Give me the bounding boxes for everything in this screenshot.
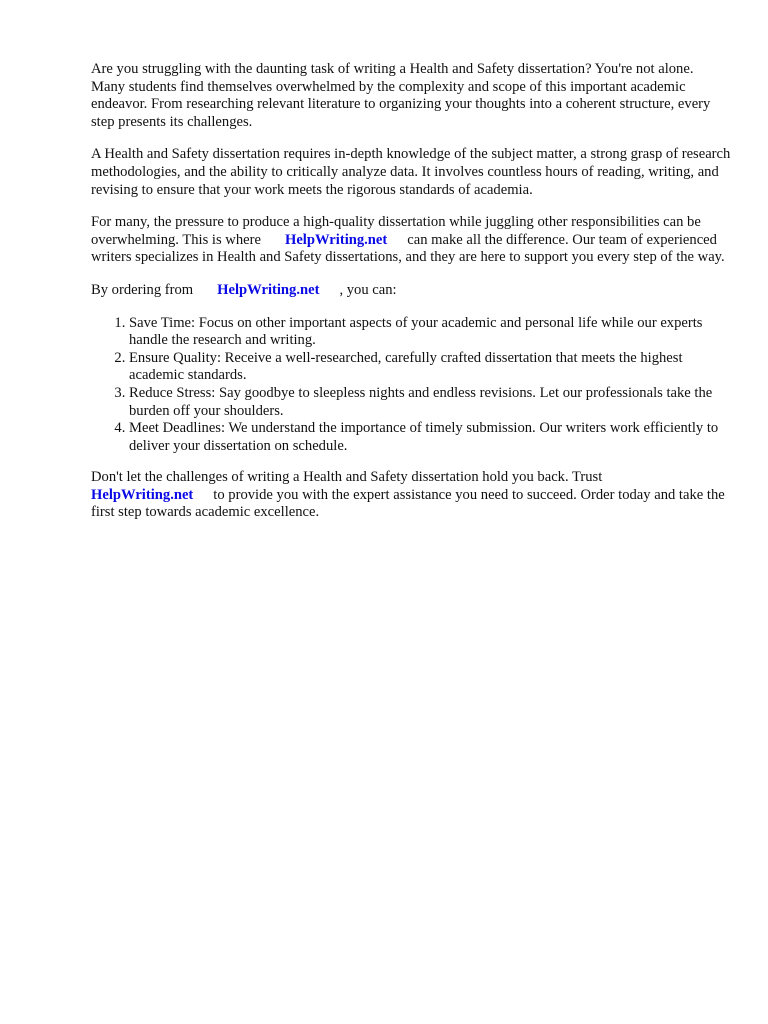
document-page: [91, 61, 731, 537]
helpwriting-link-2[interactable]: HelpWriting.net: [217, 281, 320, 298]
list-item-meet-deadlines: 4. Meet Deadlines: We understand the importance of timely submission. Our writers work efficiently to deliver your dissertation on schedule.: [129, 420, 731, 455]
ordering-text-before: By ordering from: [91, 281, 194, 298]
list-item-ensure-quality: 2. Ensure Quality: Receive a well-researched, carefully crafted dissertation that meets the highest academic standards.: [129, 350, 731, 385]
helpwriting-link-3[interactable]: HelpWriting.net: [91, 486, 194, 503]
pitch-text-before: For many, the pressure to produce a high-quality dissertation while juggling other responsibilities can be overwhelming. This is where: [91, 214, 701, 248]
intro-paragraph-1: Are you struggling with the daunting task of writing a Health and Safety dissertation? You're not alone. Many students find themselves overwhelmed by the complexity and scope of this important academic endeavor. From researching relevant literature to organizing your thoughts into a coherent structure, every step presents its challenges.: [91, 61, 711, 130]
benefits-list: [91, 315, 731, 456]
ordering-paragraph: [91, 282, 731, 300]
list-item-save-time: 1. Save Time: Focus on other important aspects of your academic and personal life while our experts handle the research and writing.: [129, 315, 731, 350]
pitch-paragraph: [91, 214, 731, 267]
helpwriting-link-1[interactable]: HelpWriting.net: [284, 231, 388, 248]
closing-text-after: to provide you with the expert assistance you need to succeed. Order today and take the first step towards academic excellence.: [91, 486, 725, 521]
list-item-reduce-stress: 3. Reduce Stress: Say goodbye to sleepless nights and endless revisions. Let our professionals take the burden off your shoulders.: [129, 385, 731, 420]
closing-text-before: Don't let the challenges of writing a Health and Safety dissertation hold you back. Trust: [91, 469, 603, 486]
pitch-text-after: can make all the difference. Our team of experienced writers specializes in Health and Safety dissertations, and they are here to support you every step of the way.: [91, 231, 725, 266]
intro-paragraph-2: A Health and Safety dissertation requires in-depth knowledge of the subject matter, a strong grasp of research methodologies, and the ability to critically analyze data. It involves countless hours of reading, writing, and revising to ensure that your work meets the rigorous standards of academia.: [91, 146, 731, 198]
closing-paragraph: [91, 469, 731, 522]
ordering-text-after: , you can:: [339, 281, 397, 298]
